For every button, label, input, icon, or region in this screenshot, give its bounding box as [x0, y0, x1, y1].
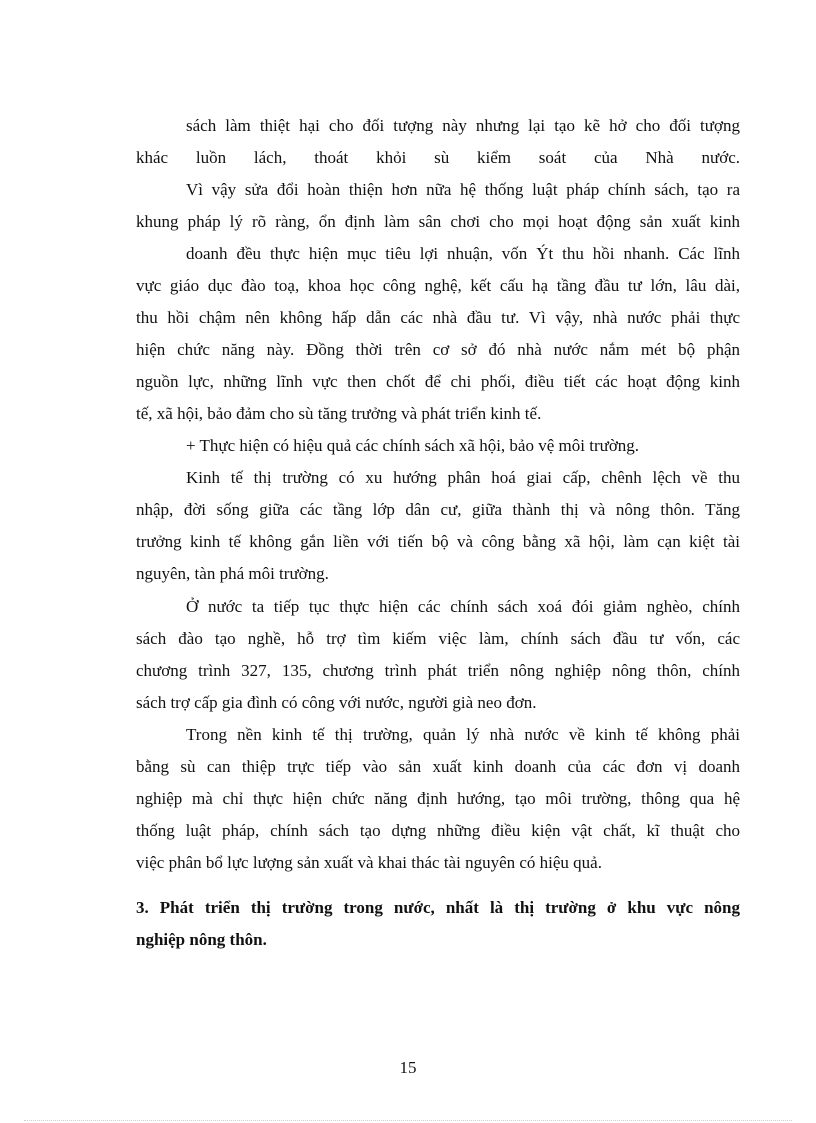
- body-line: khác luồn lách, thoát khỏi sù kiểm soát của Nhà nước.: [136, 148, 740, 167]
- body-line: nhập, đời sống giữa các tầng lớp dân cư, giữa thành thị và nông thôn. Tăng: [136, 500, 740, 519]
- page-bottom-divider: [24, 1120, 792, 1121]
- body-line: hiện chức năng này. Đồng thời trên cơ sở đó nhà nước nắm mét bộ phận: [136, 340, 740, 359]
- body-line: nguyên, tàn phá môi trường.: [136, 564, 329, 583]
- body-line: sách làm thiệt hại cho đối tượng này nhưng lại tạo kẽ hở cho đối tượng: [186, 116, 740, 135]
- body-line: khung pháp lý rõ ràng, ổn định làm sân chơi cho mọi hoạt động sản xuất kinh: [136, 212, 740, 231]
- body-line: việc phân bổ lực lượng sản xuất và khai thác tài nguyên có hiệu quả.: [136, 853, 602, 872]
- body-line: nghiệp mà chỉ thực hiện chức năng định hướng, tạo môi trường, thông qua hệ: [136, 789, 740, 808]
- body-line: vực giáo dục đào toạ, khoa học công nghệ, kết cấu hạ tầng đầu tư lớn, lâu dài,: [136, 276, 740, 295]
- body-line: Kinh tế thị trường có xu hướng phân hoá giai cấp, chênh lệch về thu: [186, 468, 740, 487]
- body-line: + Thực hiện có hiệu quả các chính sách xã hội, bảo vệ môi trường.: [186, 436, 640, 455]
- body-line: Vì vậy sửa đổi hoàn thiện hơn nữa hệ thống luật pháp chính sách, tạo ra: [186, 180, 740, 199]
- body-line: trưởng kinh tế không gắn liền với tiến bộ và công bằng xã hội, làm cạn kiệt tài: [136, 532, 740, 551]
- section-heading-continuation: nghiệp nông thôn.: [136, 930, 267, 949]
- body-line: nguồn lực, những lĩnh vực then chốt để chi phối, điều tiết các hoạt động kinh: [136, 372, 740, 391]
- body-line: doanh đều thực hiện mục tiêu lợi nhuận, vốn Ýt thu hồi nhanh. Các lĩnh: [186, 244, 740, 263]
- section-heading: 3. Phát triển thị trường trong nước, nhất là thị trường ở khu vực nông: [136, 898, 740, 917]
- page-number: 15: [399, 1058, 417, 1077]
- body-line: tế, xã hội, bảo đảm cho sù tăng trưởng và phát triển kinh tế.: [136, 404, 542, 423]
- body-line: Trong nền kinh tế thị trường, quản lý nhà nước về kinh tế không phải: [186, 725, 740, 744]
- body-line: sách trợ cấp gia đình có công với nước, người già neo đơn.: [136, 693, 537, 712]
- body-line: bằng sù can thiệp trực tiếp vào sản xuất kinh doanh của các đơn vị doanh: [136, 757, 740, 776]
- body-line: chương trình 327, 135, chương trình phát triển nông nghiệp nông thôn, chính: [136, 661, 740, 680]
- body-line: thống luật pháp, chính sách tạo dựng những điều kiện vật chất, kĩ thuật cho: [136, 821, 740, 840]
- body-line: thu hồi chậm nên không hấp dẫn các nhà đầu tư. Vì vậy, nhà nước phải thực: [136, 308, 740, 327]
- body-line: sách đào tạo nghề, hỗ trợ tìm kiếm việc làm, chính sách đầu tư vốn, các: [136, 629, 740, 648]
- body-line: Ở nước ta tiếp tục thực hiện các chính sách xoá đói giảm nghèo, chính: [186, 597, 740, 616]
